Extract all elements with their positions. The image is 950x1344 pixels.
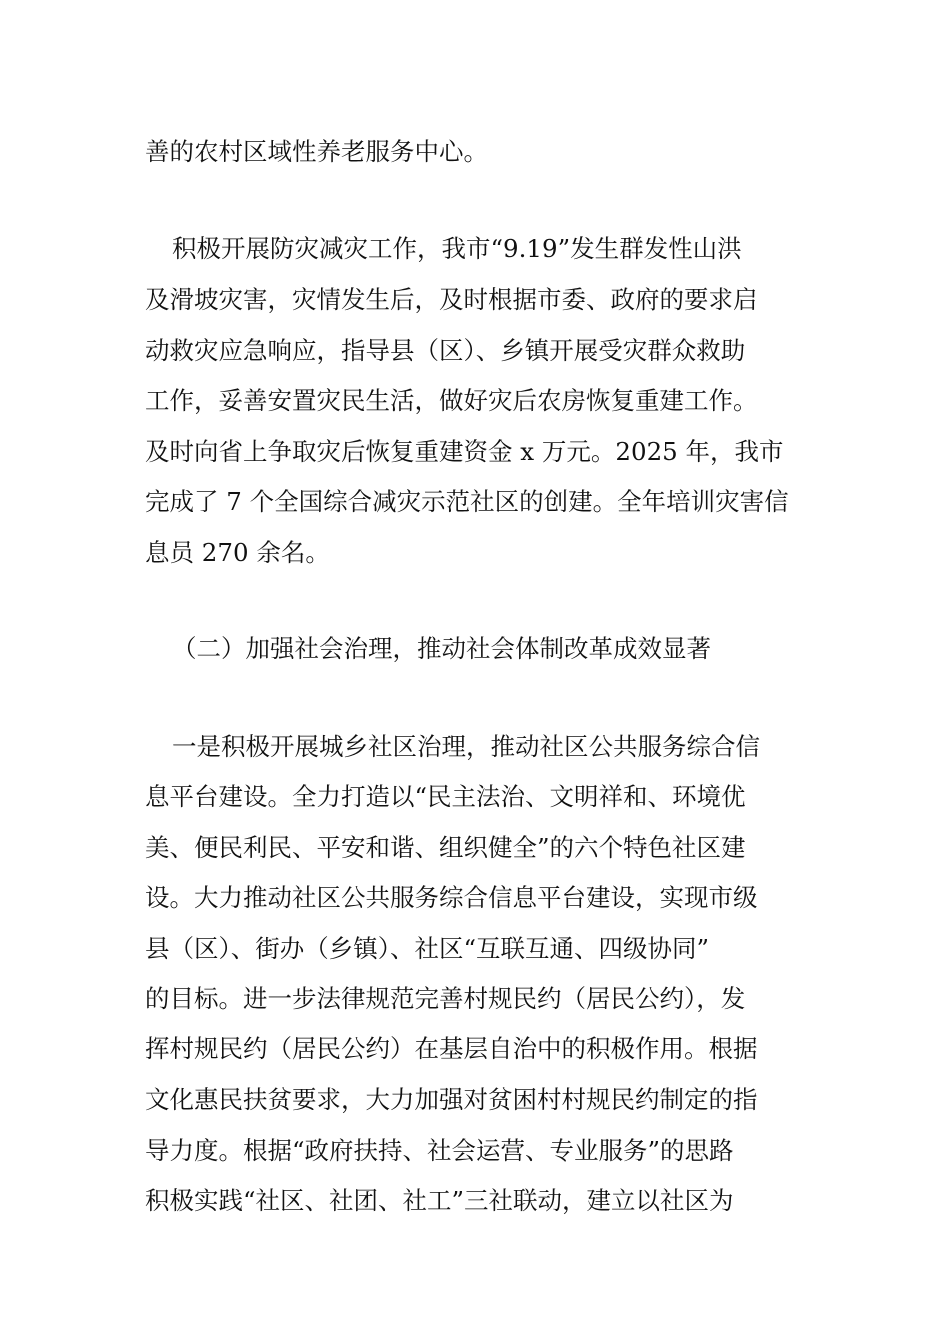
paragraph-line: 的目标。进一步法律规范完善村规民约（居民公约），发 (145, 984, 746, 1013)
paragraph-line: 积极实践“社区、社团、社工”三社联动，建立以社区为 (145, 1186, 734, 1215)
paragraph-line: 及滑坡灾害，灾情发生后，及时根据市委、政府的要求启 (145, 285, 758, 314)
paragraph-line: 一是积极开展城乡社区治理，推动社区公共服务综合信 (172, 732, 760, 761)
paragraph-line: 文化惠民扶贫要求，大力加强对贫困村村规民约制定的指 (145, 1085, 758, 1114)
paragraph-line: 挥村规民约（居民公约）在基层自治中的积极作用。根据 (145, 1034, 758, 1063)
paragraph-line: 工作，妥善安置灾民生活，做好灾后农房恢复重建工作。 (145, 386, 758, 415)
paragraph-line: 动救灾应急响应，指导县（区）、乡镇开展受灾群众救助 (145, 336, 746, 365)
section-heading: （二）加强社会治理，推动社会体制改革成效显著 (172, 634, 711, 663)
paragraph-line: 积极开展防灾减灾工作，我市“9.19”发生群发性山洪 (172, 234, 742, 263)
paragraph-line: 导力度。根据“政府扶持、社会运营、专业服务”的思路 (145, 1136, 734, 1165)
paragraph-line: 美、便民利民、平安和谐、组织健全”的六个特色社区建 (145, 833, 746, 862)
paragraph-line: 善的农村区域性养老服务中心。 (145, 137, 488, 166)
paragraph-line: 息员 270 余名。 (145, 538, 330, 567)
paragraph-line: 设。大力推动社区公共服务综合信息平台建设，实现市级 (145, 883, 758, 912)
paragraph-line: 县（区）、街办（乡镇）、社区“互联互通、四级协同” (145, 934, 710, 963)
paragraph-line: 息平台建设。全力打造以“民主法治、文明祥和、环境优 (145, 782, 746, 811)
paragraph-line: 完成了 7 个全国综合减灾示范社区的创建。全年培训灾害信 (145, 487, 789, 516)
paragraph-line: 及时向省上争取灾后恢复重建资金 x 万元。2025 年，我市 (145, 437, 784, 466)
